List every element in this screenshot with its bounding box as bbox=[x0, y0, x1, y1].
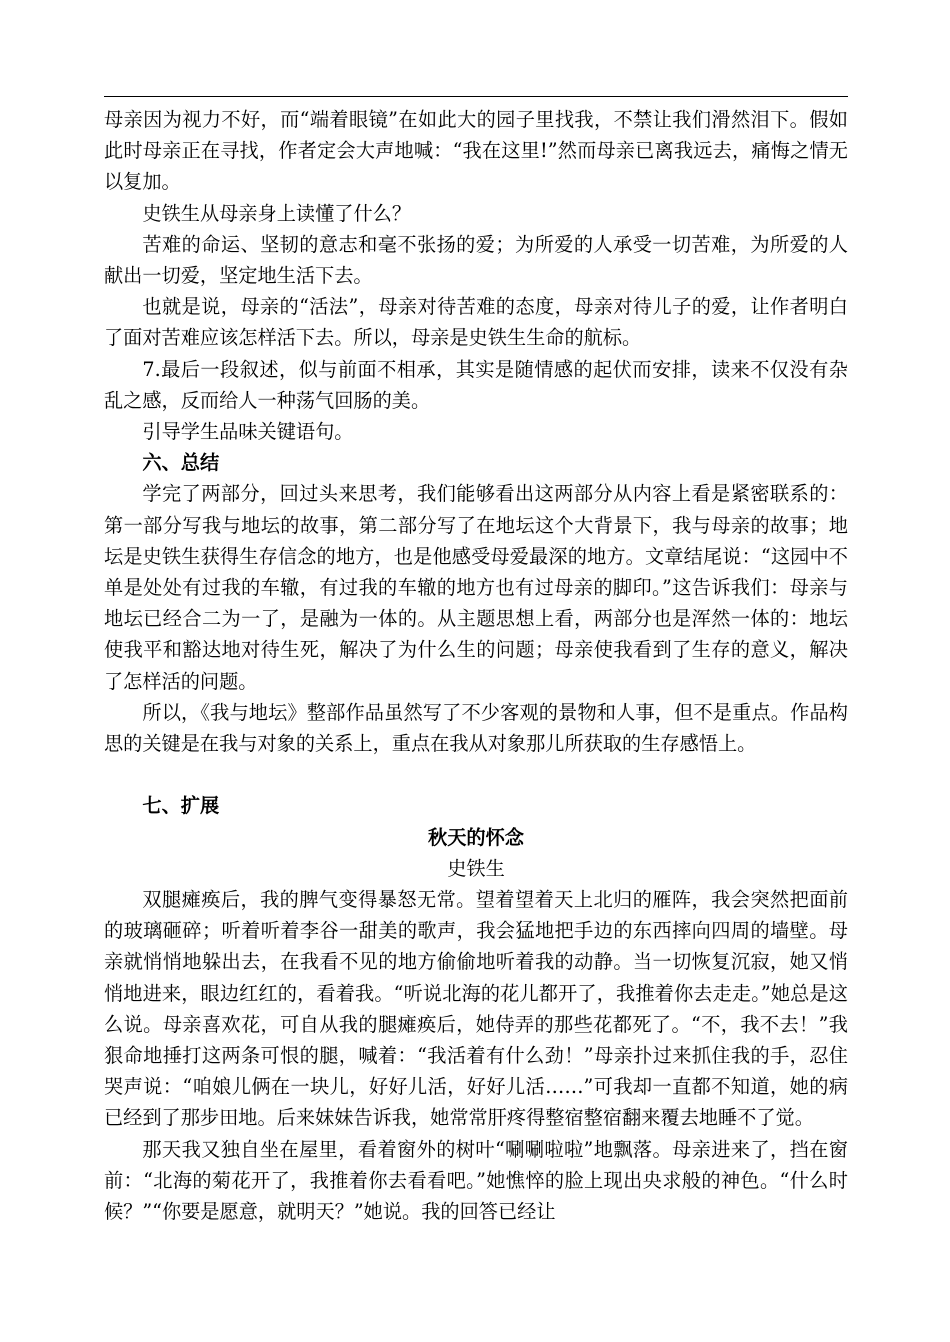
article-title: 秋天的怀念 bbox=[428, 825, 524, 849]
article-author: 史铁生 bbox=[447, 856, 505, 880]
paragraph: 引导学生品味关键语句。 bbox=[142, 420, 354, 444]
paragraph: 母亲因为视力不好，而“端着眼镜”在如此大的园子里找我，不禁让我们滑然泪下。假如此时母亲正在寻找，作者定会大声地喊：“我在这里!”然而母亲已离我远去，痛悔之情无以复加。 bbox=[104, 108, 848, 194]
paragraph: 那天我又独自坐在屋里，看着窗外的树叶“唰唰啦啦”地飘落。母亲进来了，挡在窗前：“北海的菊花开了，我推着你去看看吧。”她憔悴的脸上现出央求般的神色。“什么时候？”“你要是愿意，就明天？”她说。我的回答已经让 bbox=[104, 1137, 848, 1224]
paragraph: 双腿瘫痪后，我的脾气变得暴怒无常。望着望着天上北归的雁阵，我会突然把面前的玻璃砸碎；听着听着李谷一甜美的歌声，我会猛地把手边的东西摔向四周的墙壁。母亲就悄悄地躲出去，在我看不见的地方偷偷地听着我的动静。当一切恢复沉寂，她又悄悄地进来，眼边红红的，看着我。“听说北海的花儿都开了，我推着你去走走。”她总是这么说。母亲喜欢花，可自从我的腿瘫痪后，她侍弄的那些花都死了。“不，我不去！”我狠命地捶打这两条可恨的腿，喊着：“我活着有什么劲！”母亲扑过来抓住我的手，忍住哭声说：“咱娘儿俩在一块儿，好好儿活，好好儿活……”可我却一直都不知道，她的病已经到了那步田地。后来妹妹告诉我，她常常肝疼得整宿整宿翻来覆去地睡不了觉。 bbox=[104, 888, 848, 1130]
paragraph: 所以，《我与地坛》整部作品虽然写了不少客观的景物和人事，但不是重点。作品构思的关键是在我与对象的关系上，重点在我从对象那儿所获取的生存感悟上。 bbox=[104, 700, 848, 756]
paragraph: 7.最后一段叙述，似与前面不相承，其实是随情感的起伏而安排，读来不仅没有杂乱之感，反而给人一种荡气回肠的美。 bbox=[104, 357, 848, 412]
section-heading-extension: 七、扩展 bbox=[142, 794, 220, 818]
paragraph: 学完了两部分，回过头来思考，我们能够看出这两部分从内容上看是紧密联系的：第一部分写我与地坛的故事，第二部分写了在地坛这个大背景下，我与母亲的故事；地坛是史铁生获得生存信念的地方，也是他感受母爱最深的地方。文章结尾说：“这园中不单是处处有过我的车辙，有过我的车辙的地方也有过母亲的脚印。”这告诉我们：母亲与地坛已经合二为一了，是融为一体的。从主题思想上看，两部分也是浑然一体的：地坛使我平和豁达地对待生死，解决了为什么生的问题；母亲使我看到了生存的意义，解决了怎样活的问题。 bbox=[104, 482, 848, 693]
paragraph: 苦难的命运、坚韧的意志和毫不张扬的爱；为所爱的人承受一切苦难，为所爱的人献出一切爱，坚定地生活下去。 bbox=[104, 232, 848, 288]
paragraph: 史铁生从母亲身上读懂了什么？ bbox=[142, 201, 412, 225]
document-body bbox=[104, 104, 848, 1227]
blank-line bbox=[104, 759, 848, 790]
section-heading-summary: 六、总结 bbox=[142, 451, 220, 475]
header-rule bbox=[104, 96, 848, 97]
paragraph: 也就是说，母亲的“活法”，母亲对待苦难的态度，母亲对待儿子的爱，让作者明白了面对苦难应该怎样活下去。所以，母亲是史铁生生命的航标。 bbox=[104, 295, 848, 350]
